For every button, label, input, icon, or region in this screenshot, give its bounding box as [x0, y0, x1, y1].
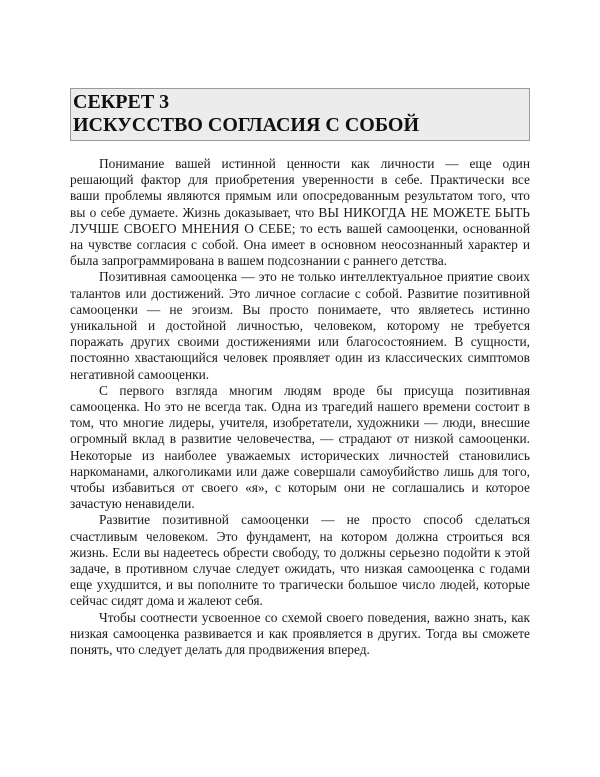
chapter-title: ИСКУССТВО СОГЛАСИЯ С СОБОЙ: [73, 114, 420, 136]
chapter-body: [70, 156, 530, 658]
paragraph: Развитие позитивной самооценки — не просто способ сделаться счастливым человеком. Это фундамент, на котором должна строиться вся жизнь. Если вы надеетесь обрести свободу, то должны серьезно подойти к этой задаче, в противном случае следует ожидать, что низкая самооценка с годами еще ухудшится, и вы пополните то трагически большое число людей, которые сейчас сидят дома и жалеют себя.: [70, 512, 530, 609]
chapter-number: СЕКРЕТ 3: [73, 91, 170, 113]
chapter-heading: [70, 88, 530, 141]
paragraph: Чтобы соотнести усвоенное со схемой своего поведения, важно знать, как низкая самооценка развивается и как проявляется в других. Тогда вы сможете понять, что следует делать для продвижения вперед.: [70, 609, 530, 658]
paragraph: Позитивная самооценка — это не только интеллектуальное приятие своих талантов или достижений. Это личное согласие с собой. Развитие позитивной самооценки — не эгоизм. Вы просто понимаете, что являетесь истинно уникальной и достойной личностью, человеком, которому не требуется поражать других своими достижениями или благосостоянием. В сущности, постоянно хвастающийся человек проявляет один из классических симптомов негативной самооценки.: [70, 269, 530, 382]
paragraph: С первого взгляда многим людям вроде бы присуща позитивная самооценка. Но это не всегда так. Одна из трагедий нашего времени состоит в том, что многие лидеры, учителя, изобретатели, художники — люди, внесшие огромный вклад в развитие человечества, — страдают от низкой самооценки. Некоторые из наиболее уважаемых исторических личностей становились наркоманами, алкоголиками или даже совершали самоубийство лишь для того, чтобы избавиться от своего «я», с которым они не соглашались и которое зачастую ненавидели.: [70, 382, 530, 512]
paragraph: Понимание вашей истинной ценности как личности — еще один решающий фактор для приобретения уверенности в себе. Практически все ваши проблемы являются прямым или опосредованным результатом того, что вы о себе думаете. Жизнь доказывает, что ВЫ НИКОГДА НЕ МОЖЕТЕ БЫТЬ ЛУЧШЕ СВОЕГО МНЕНИЯ О СЕБЕ; то есть вашей самооценки, основанной на чувстве согласия с собой. Она имеет в основном неосознанный характер и была запрограммирована в вашем подсознании с раннего детства.: [70, 156, 530, 269]
page: [70, 88, 530, 658]
